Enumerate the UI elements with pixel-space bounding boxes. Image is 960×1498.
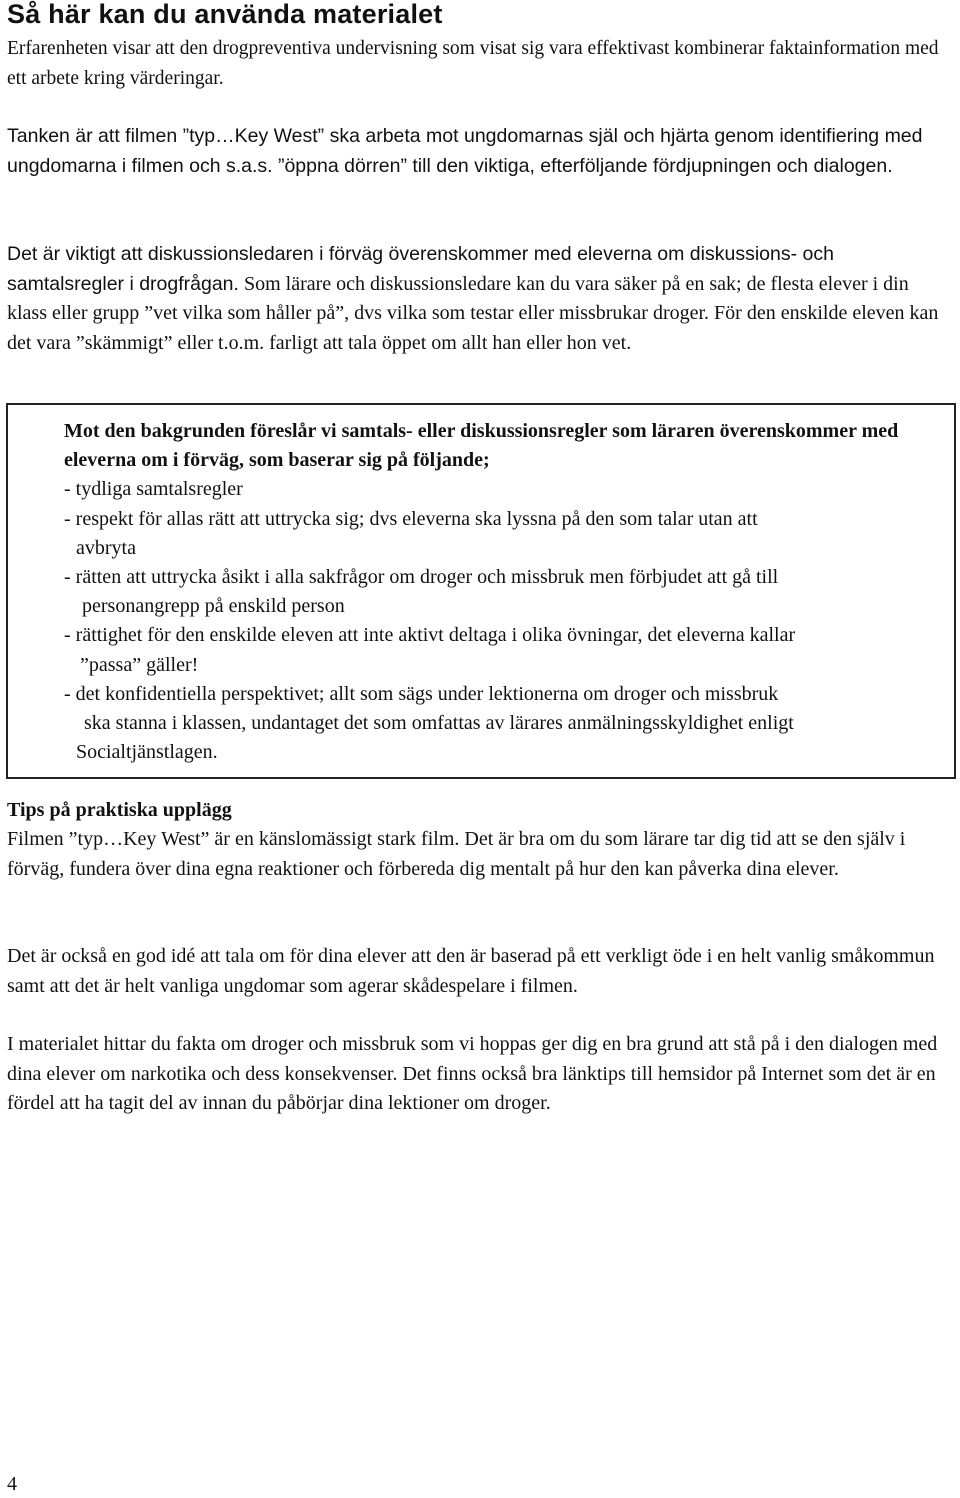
rule-item: - tydliga samtalsregler — [64, 478, 243, 501]
intro-paragraph-1: Erfarenheten visar att den drogpreventiva undervisning som visat sig vara effektivast kombinerar faktainformation med ett arbete kring värderingar. — [7, 38, 939, 89]
rule-item-continuation: avbryta — [76, 536, 136, 559]
rules-heading: Mot den bakgrunden föreslår vi samtals- eller diskussionsregler som läraren överenskommer med eleverna om i förväg, som baserar sig på följande; — [64, 420, 899, 472]
rule-item-continuation: ska stanna i klassen, undantaget det som omfattas av lärares anmälningsskyldighet enligt — [84, 712, 794, 735]
discussion-rules-content — [64, 417, 952, 767]
intro-paragraph-2: Tanken är att filmen ”typ…Key West” ska arbeta mot ungdomarnas själ och hjärta genom identifiering med ungdomarna i filmen och s.a.s. ”öppna dörren” till den viktiga, efterföljande fördjupningen och dialogen. — [7, 125, 923, 177]
rule-item: - det konfidentiella perspektivet; allt som sägs under lektionerna om droger och missbruk — [64, 682, 779, 705]
tips-paragraph-3: I materialet hittar du fakta om droger och missbruk som vi hoppas ger dig en bra grund att stå på i den dialogen med dina elever om narkotika och dess konsekvenser. Det finns också bra länktips till hemsidor på Internet som det är en fördel att ha tagit del av innan du påbörjar dina lektioner om droger. — [7, 1033, 938, 1114]
rule-item-continuation: ”passa” gäller! — [80, 653, 199, 676]
intro-paragraph-3-first: Det är viktigt att diskussionsledaren i förväg överenskommer med eleverna om diskussions- och samtalsregler i drogfrågan. — [7, 243, 834, 295]
rule-item: - rättighet för den enskilde eleven att inte aktivt deltaga i olika övningar, det eleverna kallar — [64, 624, 796, 647]
discussion-rules-box — [6, 403, 956, 779]
tips-heading: Tips på praktiska upplägg — [7, 799, 232, 821]
tips-paragraph-1: Filmen ”typ…Key West” är en känslomässigt stark film. Det är bra om du som lärare tar dig tid att se den själv i förväg, fundera över dina egna reaktioner och förbereda dig mentalt på hur den kan påverka dina elever. — [7, 828, 906, 880]
rule-item: - rätten att uttrycka åsikt i alla sakfrågor om droger och missbruk men förbjudet att gå till — [64, 566, 779, 589]
intro-paragraph-3 — [7, 240, 952, 358]
tips-paragraph-2: Det är också en god idé att tala om för dina elever att den är baserad på ett verkligt öde i en helt vanlig småkommun samt att det är helt vanliga ungdomar som agerar skådespelare i filmen. — [7, 945, 935, 997]
page-title: Så här kan du använda materialet — [7, 0, 443, 29]
rule-item-continuation: personangrepp på enskild person — [82, 595, 345, 618]
intro-paragraph-3-second: Som lärare och diskussionsledare kan du vara säker på en sak; de flesta elever i din klass eller grupp ”vet vilka som håller på”, dvs vilka som testar eller missbrukar droger. För den enskilde eleven kan det vara ”skämmigt” eller t.o.m. farligt att tala öppet om allt han eller hon vet. — [7, 272, 939, 354]
rule-item: - respekt för allas rätt att uttrycka sig; dvs eleverna ska lyssna på den som talar utan att — [64, 507, 758, 530]
rule-item-continuation: Socialtjänstlagen. — [76, 741, 218, 764]
page-number: 4 — [7, 1473, 17, 1495]
